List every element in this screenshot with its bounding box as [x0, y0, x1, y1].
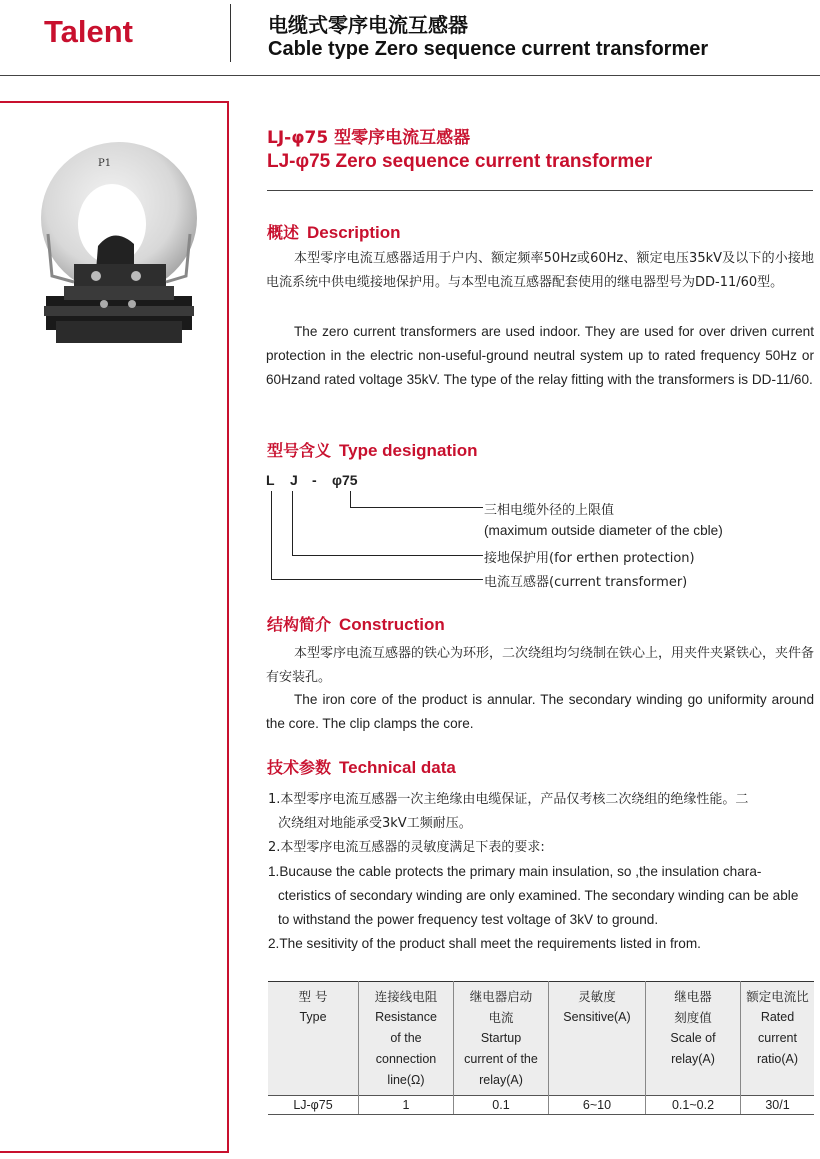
designation-label-1-cn: 三相电缆外径的上限值 — [484, 503, 615, 518]
code-diameter: φ75 — [332, 472, 358, 488]
designation-label-2: 接地保护用(for erthen protection) — [484, 551, 695, 566]
col-resistance: 连接线电阻 Resistance of the connection line(Ω) — [359, 982, 454, 1096]
tech-item-1-en-cont1: cteristics of secondary winding are only examined. The secondary winding can be able — [278, 888, 799, 903]
technical-list-en — [268, 860, 816, 956]
cell-type: LJ-φ75 — [268, 1096, 359, 1115]
bracket-l — [271, 491, 483, 580]
designation-label-1-en: (maximum outside diameter of the cble) — [484, 523, 723, 538]
page-title-cn: 电缆式零序电流互感器 — [268, 13, 468, 37]
photo-label: P1 — [98, 158, 112, 169]
cell-ratio: 30/1 — [741, 1096, 815, 1115]
product-title-en: LJ-φ75 Zero sequence current transformer — [267, 151, 653, 172]
col-ratio: 额定电流比 Rated current ratio(A) — [741, 982, 815, 1096]
cell-sensitivity: 6~10 — [549, 1096, 646, 1115]
description-heading: 概述 Description — [267, 223, 401, 242]
tech-item-1-cn: 1.本型零序电流互感器一次主绝缘由电缆保证，产品仅考核二次绕组的绝缘性能。二 — [268, 792, 749, 807]
cell-scale: 0.1~0.2 — [646, 1096, 741, 1115]
header-divider — [230, 4, 231, 62]
cell-startup: 0.1 — [454, 1096, 549, 1115]
technical-list-cn — [268, 788, 816, 860]
description-text-en: The zero current transformers are used indoor. They are used for over driven current protection in the electric non-useful-ground neutral system up to rated frequency 50Hz or 60Hzand rated voltage 35kV. The type of the relay fitting with the transformers is DD-11/60. — [266, 324, 814, 387]
tech-item-2-cn: 2.本型零序电流互感器的灵敏度满足下表的要求: — [268, 840, 545, 855]
product-rule — [267, 190, 813, 191]
code-dash: - — [312, 472, 317, 488]
tech-item-1-en: 1.Bucause the cable protects the primary main insulation, so ,the insulation chara- — [268, 864, 762, 879]
table-row — [268, 1096, 814, 1115]
construction-heading: 结构简介 Construction — [267, 615, 445, 634]
sensitivity-table — [268, 981, 814, 1115]
designation-heading: 型号含义 Type designation — [267, 441, 478, 460]
construction-text-en: The iron core of the product is annular. The secondary winding go uniformity around the core. The clip clamps the core. — [266, 692, 814, 731]
code-j: J — [290, 472, 298, 488]
header-rule — [0, 75, 820, 76]
col-type: 型 号 Type — [268, 982, 359, 1096]
col-sensitivity: 灵敏度 Sensitive(A) — [549, 982, 646, 1096]
technical-heading: 技术参数 Technical data — [267, 758, 456, 777]
page-title-en: Cable type Zero sequence current transformer — [268, 38, 709, 60]
tech-item-1-en-cont2: to withstand the power frequency test voltage of 3kV to ground. — [278, 912, 659, 927]
description-text-cn: 本型零序电流互感器适用于户内、额定频率50Hz或60Hz、额定电压35kV及以下的小接地电流系统中供电缆接地保护用。与本型电流互感器配套使用的继电器型号为DD-11/60型。 — [266, 251, 814, 290]
construction-text-cn: 本型零序电流互感器的铁心为环形，二次绕组均匀绕制在铁心上，用夹件夹紧铁心，夹件备有安装孔。 — [266, 646, 815, 685]
brand-logo: Talent — [44, 14, 133, 49]
cell-resistance: 1 — [359, 1096, 454, 1115]
table-header-row — [268, 982, 814, 1096]
code-l: L — [266, 472, 275, 488]
tech-item-2-en: 2.The sesitivity of the product shall meet the requirements listed in from. — [268, 936, 701, 951]
designation-label-3: 电流互感器(current transformer) — [484, 575, 688, 590]
col-scale: 继电器 刻度值 Scale of relay(A) — [646, 982, 741, 1096]
col-startup: 继电器启动 电流 Startup current of the relay(A) — [454, 982, 549, 1096]
product-photo — [34, 136, 204, 356]
product-title-cn: LJ-φ75 型零序电流互感器 — [267, 128, 471, 148]
tech-item-1-cn-cont: 次绕组对地能承受3kV工频耐压。 — [278, 816, 472, 831]
